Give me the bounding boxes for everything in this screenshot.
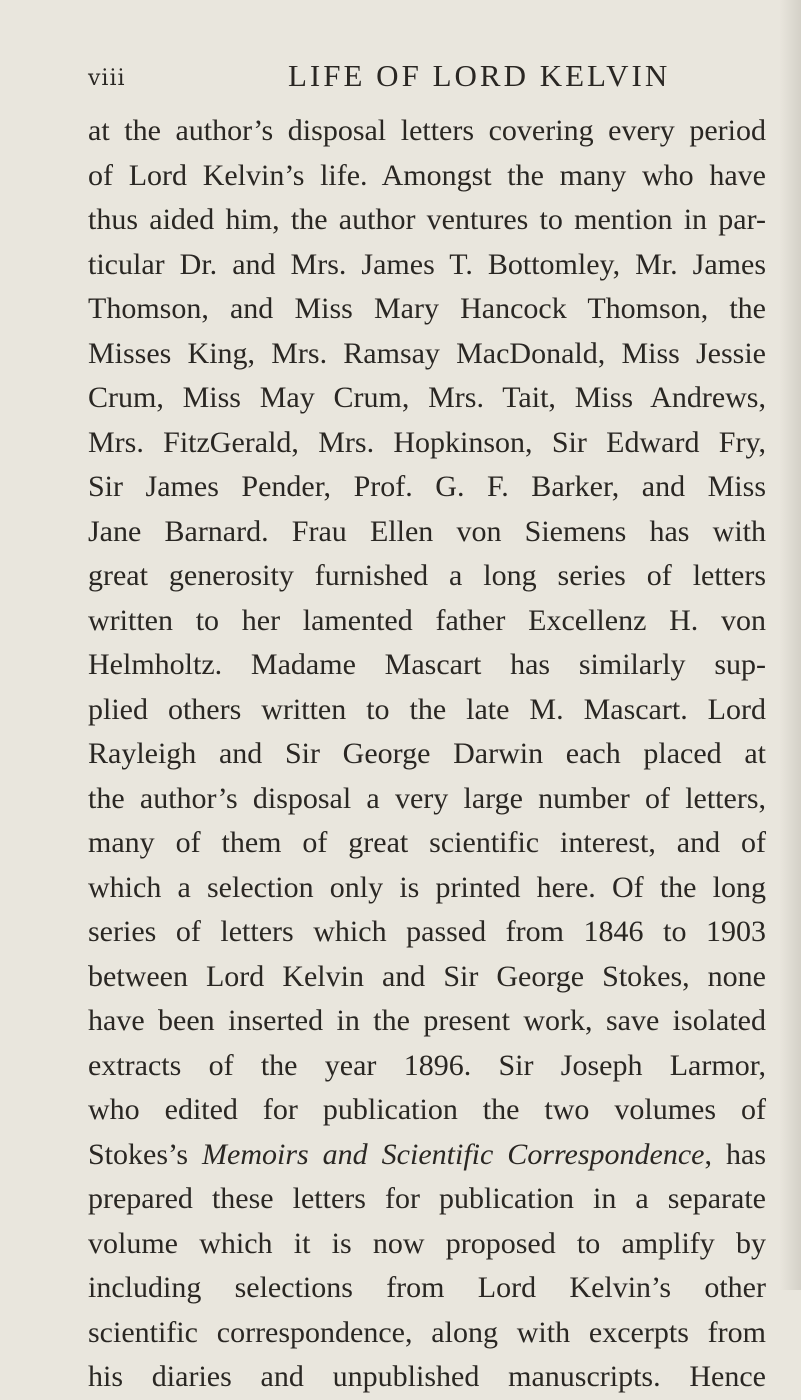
text-line: at the author’s disposal letters covering every period	[88, 114, 766, 147]
text-line: of Lord Kelvin’s life. Amongst the many who have	[88, 158, 766, 192]
text-line: Rayleigh and Sir George Darwin each placed at	[88, 737, 766, 770]
running-title: LIFE OF LORD KELVIN	[288, 58, 671, 93]
text-line: Mrs. FitzGerald, Mrs. Hopkinson, Sir Edward Fry,	[88, 425, 766, 459]
text-line: Sir James Pender, Prof. G. F. Barker, and Miss	[88, 470, 766, 503]
book-title: Memoirs and Scientific Correspondence	[202, 1137, 705, 1171]
body-text	[88, 109, 766, 1400]
text-line: Thomson, and Miss Mary Hancock Thomson, the	[88, 292, 766, 325]
text-line: Jane Barnard. Frau Ellen von Siemens has with	[88, 514, 766, 548]
text-line: between Lord Kelvin and Sir George Stokes, none	[88, 959, 766, 993]
text-line: series of letters which passed from 1846 to 1903	[88, 915, 766, 948]
text-line: thus aided him, the author ventures to mention in par-	[88, 203, 766, 236]
text-line: Helmholtz. Madame Mascart has similarly sup-	[88, 648, 766, 681]
text-line: volume which it is now proposed to amplify by	[88, 1226, 766, 1260]
text-line: many of them of great scientific interest, and of	[88, 826, 766, 859]
text-fragment: , has	[704, 1137, 766, 1171]
text-line: his diaries and unpublished manuscripts. Hence	[88, 1360, 766, 1393]
text-line-with-title	[88, 1133, 766, 1178]
text-line: great generosity furnished a long series of letters	[88, 559, 766, 592]
text-line: ticular Dr. and Mrs. James T. Bottomley, Mr. James	[88, 247, 766, 281]
text-fragment: Stokes’s	[88, 1137, 203, 1171]
text-line: which a selection only is printed here. Of the long	[88, 870, 766, 904]
text-line: have been inserted in the present work, save isolated	[88, 1004, 766, 1037]
text-line: including selections from Lord Kelvin’s other	[88, 1271, 766, 1304]
text-line: Misses King, Mrs. Ramsay MacDonald, Miss Jessie	[88, 336, 766, 370]
text-line: prepared these letters for publication in a separate	[88, 1182, 766, 1215]
text-line: written to her lamented father Excellenz H. von	[88, 603, 766, 637]
text-line: Crum, Miss May Crum, Mrs. Tait, Miss Andrews,	[88, 381, 766, 414]
page-header	[0, 58, 801, 98]
text-line: extracts of the year 1896. Sir Joseph Larmor,	[88, 1048, 766, 1082]
page-number: viii	[88, 66, 126, 91]
page-edge-shadow	[779, 0, 801, 1290]
text-line: scientific correspondence, along with excerpts from	[88, 1315, 766, 1349]
text-line: plied others written to the late M. Mascart. Lord	[88, 692, 766, 726]
text-line: the author’s disposal a very large number of letters,	[88, 781, 766, 815]
text-line: who edited for publication the two volumes of	[88, 1093, 766, 1126]
